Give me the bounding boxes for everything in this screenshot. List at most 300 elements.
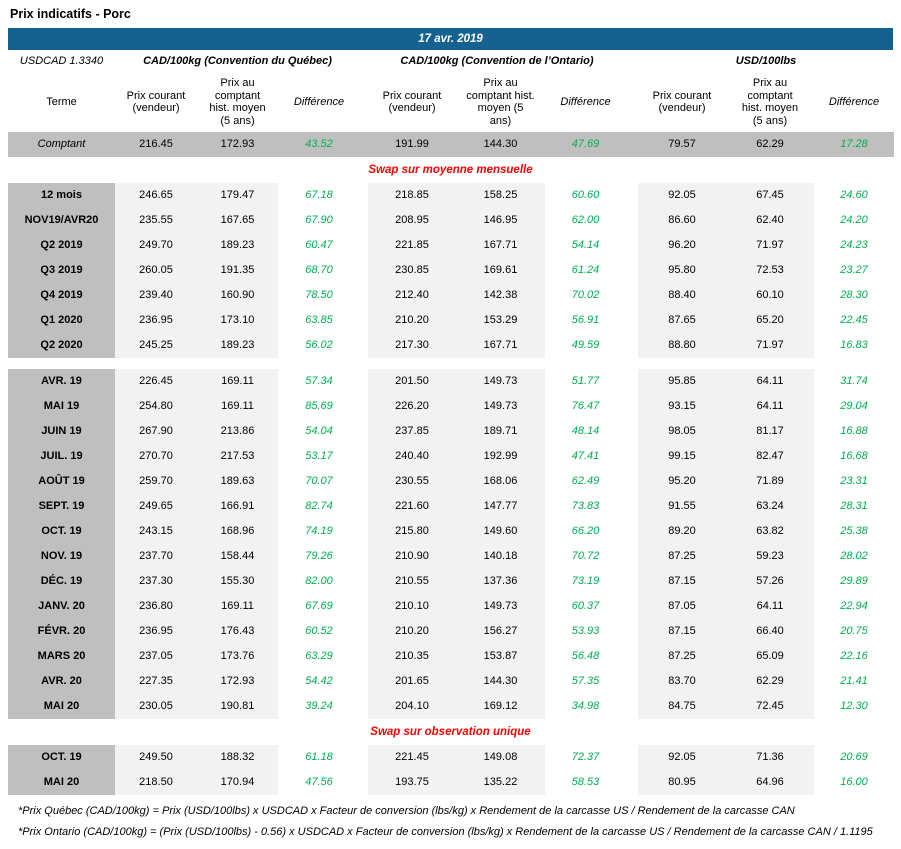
difference-cell: 61.18: [278, 745, 360, 770]
price-cell: 153.87: [456, 644, 545, 669]
difference-cell: 49.59: [545, 333, 626, 358]
difference-cell: 57.34: [278, 369, 360, 394]
terme-cell: Q4 2019: [8, 283, 115, 308]
prix-comptant-header: Prix au comptant hist. moyen (5 ans): [209, 77, 266, 127]
column-gap: [360, 369, 368, 394]
group-header-ontario: CAD/100kg (Convention de l’Ontario): [400, 55, 594, 67]
difference-cell: 22.45: [814, 308, 894, 333]
difference-cell: 21.41: [814, 669, 894, 694]
price-cell: 59.23: [726, 544, 814, 569]
difference-cell: 34.98: [545, 694, 626, 719]
terme-cell: MAI 20: [8, 694, 115, 719]
footnote-ontario: *Prix Ontario (CAD/100kg) = (Prix (USD/100lbs) - 0.56) x USDCAD x Facteur de conversion (lbs/kg) x Rendement de la carcasse US / Rendement de la carcasse CAN / 1.1195: [18, 826, 873, 838]
table-row: [8, 770, 893, 795]
table-row: [8, 369, 893, 394]
price-cell: 96.20: [638, 233, 726, 258]
price-cell: 146.95: [456, 208, 545, 233]
price-cell: 210.90: [368, 544, 456, 569]
difference-cell: 53.17: [278, 444, 360, 469]
table-row: [8, 233, 893, 258]
table-row: [8, 644, 893, 669]
difference-cell: 28.31: [814, 494, 894, 519]
price-cell: 259.70: [115, 469, 197, 494]
price-cell: 83.70: [638, 669, 726, 694]
price-cell: 149.73: [456, 594, 545, 619]
price-cell: 98.05: [638, 419, 726, 444]
section-label: Swap sur moyenne mensuelle: [368, 164, 533, 176]
price-cell: 64.11: [726, 594, 814, 619]
price-cell: 64.11: [726, 369, 814, 394]
table-row: [8, 419, 893, 444]
price-cell: 82.47: [726, 444, 814, 469]
price-cell: 81.17: [726, 419, 814, 444]
price-cell: 137.36: [456, 569, 545, 594]
price-cell: 226.20: [368, 394, 456, 419]
column-gap: [360, 258, 368, 283]
difference-cell: 72.37: [545, 745, 626, 770]
price-cell: 170.94: [197, 770, 278, 795]
difference-cell: 51.77: [545, 369, 626, 394]
table-row: [8, 444, 893, 469]
terme-cell: MARS 20: [8, 644, 115, 669]
column-gap: [626, 594, 638, 619]
column-gap: [626, 333, 638, 358]
table-row: [8, 394, 893, 419]
price-cell: 210.10: [368, 594, 456, 619]
price-cell: 80.95: [638, 770, 726, 795]
price-cell: 208.95: [368, 208, 456, 233]
footnotes: [18, 801, 893, 843]
price-cell: 72.45: [726, 694, 814, 719]
table-row: [8, 594, 893, 619]
price-cell: 62.29: [726, 132, 814, 157]
table-row: [8, 745, 893, 770]
price-cell: 89.20: [638, 519, 726, 544]
price-cell: 221.85: [368, 233, 456, 258]
price-cell: 239.40: [115, 283, 197, 308]
difference-cell: 25.38: [814, 519, 894, 544]
price-cell: 84.75: [638, 694, 726, 719]
price-cell: 95.80: [638, 258, 726, 283]
difference-cell: 24.60: [814, 183, 894, 208]
table-row: [8, 469, 893, 494]
price-cell: 210.55: [368, 569, 456, 594]
difference-cell: 53.93: [545, 619, 626, 644]
group-header-quebec: CAD/100kg (Convention du Québec): [143, 55, 332, 67]
terme-cell: NOV19/AVR20: [8, 208, 115, 233]
difference-cell: 24.20: [814, 208, 894, 233]
prix-comptant-header: Prix au comptant hist. moyen (5 ans): [741, 77, 799, 127]
price-cell: 71.36: [726, 745, 814, 770]
price-cell: 260.05: [115, 258, 197, 283]
difference-cell: 54.42: [278, 669, 360, 694]
price-cell: 67.45: [726, 183, 814, 208]
price-cell: 65.20: [726, 308, 814, 333]
column-gap: [626, 544, 638, 569]
terme-cell: DÉC. 19: [8, 569, 115, 594]
price-cell: 167.71: [456, 333, 545, 358]
usdcad-rate: USDCAD 1.3340: [19, 55, 104, 67]
terme-cell: FÉVR. 20: [8, 619, 115, 644]
spot-row: [8, 132, 893, 157]
difference-cell: 29.89: [814, 569, 894, 594]
price-cell: 173.76: [197, 644, 278, 669]
column-gap: [360, 444, 368, 469]
difference-cell: 63.85: [278, 308, 360, 333]
difference-cell: 47.41: [545, 444, 626, 469]
table-row: [8, 569, 893, 594]
price-cell: 270.70: [115, 444, 197, 469]
difference-cell: 60.52: [278, 619, 360, 644]
difference-cell: 23.27: [814, 258, 894, 283]
price-cell: 210.35: [368, 644, 456, 669]
price-cell: 221.45: [368, 745, 456, 770]
price-cell: 237.85: [368, 419, 456, 444]
column-gap: [360, 569, 368, 594]
price-cell: 201.65: [368, 669, 456, 694]
price-cell: 167.65: [197, 208, 278, 233]
price-cell: 86.60: [638, 208, 726, 233]
price-cell: 167.71: [456, 233, 545, 258]
difference-cell: 12.30: [814, 694, 894, 719]
difference-cell: 57.35: [545, 669, 626, 694]
column-gap: [360, 233, 368, 258]
section-label: Swap sur observation unique: [370, 726, 531, 738]
price-cell: 226.45: [115, 369, 197, 394]
price-cell: 188.32: [197, 745, 278, 770]
price-cell: 169.12: [456, 694, 545, 719]
terme-cell: SEPT. 19: [8, 494, 115, 519]
price-cell: 168.06: [456, 469, 545, 494]
page-title: Prix indicatifs - Porc: [10, 7, 131, 21]
price-cell: 66.40: [726, 619, 814, 644]
price-cell: 149.60: [456, 519, 545, 544]
difference-cell: 47.69: [545, 132, 626, 157]
difference-cell: 16.83: [814, 333, 894, 358]
column-gap: [626, 619, 638, 644]
price-cell: 149.73: [456, 394, 545, 419]
price-cell: 230.85: [368, 258, 456, 283]
column-header-row: [8, 72, 893, 132]
price-cell: 72.53: [726, 258, 814, 283]
price-cell: 144.30: [456, 669, 545, 694]
table-row: [8, 544, 893, 569]
column-gap: [360, 183, 368, 208]
price-cell: 189.63: [197, 469, 278, 494]
column-gap: [360, 519, 368, 544]
price-cell: 153.29: [456, 308, 545, 333]
difference-cell: 61.24: [545, 258, 626, 283]
difference-cell: 16.88: [814, 419, 894, 444]
footnote-quebec: *Prix Québec (CAD/100kg) = Prix (USD/100lbs) x USDCAD x Facteur de conversion (lbs/kg) x Rendement de la carcasse US / Rendement de la carcasse CAN: [18, 805, 795, 817]
price-cell: 71.89: [726, 469, 814, 494]
table-row: [8, 283, 893, 308]
price-cell: 169.61: [456, 258, 545, 283]
price-cell: 217.30: [368, 333, 456, 358]
price-cell: 155.30: [197, 569, 278, 594]
price-cell: 172.93: [197, 669, 278, 694]
difference-cell: 20.75: [814, 619, 894, 644]
prix-courant-header: Prix courant (vendeur): [652, 89, 712, 114]
difference-cell: 60.47: [278, 233, 360, 258]
difference-cell: 56.91: [545, 308, 626, 333]
table-row: [8, 258, 893, 283]
difference-cell: 56.02: [278, 333, 360, 358]
price-cell: 210.20: [368, 619, 456, 644]
price-cell: 79.57: [638, 132, 726, 157]
price-cell: 158.25: [456, 183, 545, 208]
difference-cell: 58.53: [545, 770, 626, 795]
price-cell: 169.11: [197, 394, 278, 419]
price-cell: 204.10: [368, 694, 456, 719]
column-gap: [360, 770, 368, 795]
prix-courant-header: Prix courant (vendeur): [382, 89, 442, 114]
price-cell: 62.29: [726, 669, 814, 694]
column-gap: [626, 208, 638, 233]
price-cell: 156.27: [456, 619, 545, 644]
price-cell: 190.81: [197, 694, 278, 719]
price-cell: 236.80: [115, 594, 197, 619]
price-cell: 149.73: [456, 369, 545, 394]
price-cell: 213.86: [197, 419, 278, 444]
price-cell: 63.24: [726, 494, 814, 519]
difference-cell: 67.90: [278, 208, 360, 233]
price-cell: 147.77: [456, 494, 545, 519]
column-gap: [360, 419, 368, 444]
column-gap: [360, 132, 368, 157]
price-cell: 249.70: [115, 233, 197, 258]
price-cell: 92.05: [638, 745, 726, 770]
price-cell: 230.55: [368, 469, 456, 494]
price-cell: 191.99: [368, 132, 456, 157]
prix-comptant-header: Prix au comptant hist. moyen (5 ans): [466, 77, 535, 127]
difference-cell: 78.50: [278, 283, 360, 308]
difference-cell: 70.07: [278, 469, 360, 494]
difference-cell: 43.52: [278, 132, 360, 157]
price-cell: 60.10: [726, 283, 814, 308]
price-cell: 237.70: [115, 544, 197, 569]
difference-cell: 73.83: [545, 494, 626, 519]
terme-cell: Q1 2020: [8, 308, 115, 333]
column-gap: [626, 694, 638, 719]
column-gap: [626, 770, 638, 795]
price-cell: 218.50: [115, 770, 197, 795]
date-banner: 17 avr. 2019: [8, 28, 893, 50]
price-cell: 142.38: [456, 283, 545, 308]
price-cell: 63.82: [726, 519, 814, 544]
difference-cell: 39.24: [278, 694, 360, 719]
price-cell: 169.11: [197, 369, 278, 394]
price-cell: 88.80: [638, 333, 726, 358]
price-cell: 172.93: [197, 132, 278, 157]
table-row: [8, 669, 893, 694]
price-cell: 246.65: [115, 183, 197, 208]
difference-cell: 54.14: [545, 233, 626, 258]
price-cell: 160.90: [197, 283, 278, 308]
column-gap: [360, 644, 368, 669]
difference-cell: 20.69: [814, 745, 894, 770]
price-cell: 230.05: [115, 694, 197, 719]
price-cell: 236.95: [115, 619, 197, 644]
column-gap: [626, 469, 638, 494]
column-gap: [626, 419, 638, 444]
price-cell: 212.40: [368, 283, 456, 308]
terme-cell: AVR. 20: [8, 669, 115, 694]
price-cell: 179.47: [197, 183, 278, 208]
price-cell: 158.44: [197, 544, 278, 569]
difference-header: Différence: [560, 95, 611, 108]
difference-cell: 67.18: [278, 183, 360, 208]
price-cell: 201.50: [368, 369, 456, 394]
section-gap: [8, 358, 893, 369]
difference-cell: 76.47: [545, 394, 626, 419]
column-gap: [626, 233, 638, 258]
column-gap: [626, 494, 638, 519]
table-body: [8, 132, 893, 795]
terme-cell: Comptant: [8, 132, 115, 157]
price-cell: 189.23: [197, 233, 278, 258]
price-cell: 243.15: [115, 519, 197, 544]
column-gap: [626, 283, 638, 308]
column-gap: [360, 494, 368, 519]
price-cell: 87.65: [638, 308, 726, 333]
difference-cell: 22.94: [814, 594, 894, 619]
difference-header: Différence: [828, 95, 880, 108]
column-gap: [626, 745, 638, 770]
price-cell: 193.75: [368, 770, 456, 795]
price-cell: 91.55: [638, 494, 726, 519]
difference-cell: 62.49: [545, 469, 626, 494]
column-gap: [626, 308, 638, 333]
difference-cell: 62.00: [545, 208, 626, 233]
column-gap: [360, 594, 368, 619]
difference-cell: 24.23: [814, 233, 894, 258]
column-gap: [626, 644, 638, 669]
difference-cell: 16.68: [814, 444, 894, 469]
difference-cell: 31.74: [814, 369, 894, 394]
price-cell: 168.96: [197, 519, 278, 544]
price-cell: 235.55: [115, 208, 197, 233]
difference-cell: 17.28: [814, 132, 894, 157]
difference-cell: 73.19: [545, 569, 626, 594]
difference-cell: 60.37: [545, 594, 626, 619]
price-cell: 87.25: [638, 544, 726, 569]
price-cell: 87.25: [638, 644, 726, 669]
column-gap: [360, 745, 368, 770]
column-gap: [360, 544, 368, 569]
difference-cell: 16.00: [814, 770, 894, 795]
terme-cell: MAI 20: [8, 770, 115, 795]
price-cell: 87.15: [638, 619, 726, 644]
column-gap: [626, 669, 638, 694]
terme-cell: Q2 2020: [8, 333, 115, 358]
table-row: [8, 308, 893, 333]
difference-cell: 22.16: [814, 644, 894, 669]
column-gap: [360, 669, 368, 694]
price-cell: 237.05: [115, 644, 197, 669]
column-gap: [360, 308, 368, 333]
price-cell: 237.30: [115, 569, 197, 594]
difference-cell: 70.72: [545, 544, 626, 569]
difference-cell: 82.00: [278, 569, 360, 594]
difference-cell: 70.02: [545, 283, 626, 308]
price-cell: 249.65: [115, 494, 197, 519]
price-cell: 189.71: [456, 419, 545, 444]
table-row: [8, 519, 893, 544]
column-gap: [626, 369, 638, 394]
price-cell: 191.35: [197, 258, 278, 283]
column-gap: [360, 469, 368, 494]
price-cell: 62.40: [726, 208, 814, 233]
price-cell: 217.53: [197, 444, 278, 469]
table-row: [8, 333, 893, 358]
difference-cell: 60.60: [545, 183, 626, 208]
table-row: [8, 619, 893, 644]
terme-cell: AOÛT 19: [8, 469, 115, 494]
price-cell: 192.99: [456, 444, 545, 469]
price-cell: 189.23: [197, 333, 278, 358]
terme-cell: JUIN 19: [8, 419, 115, 444]
table-row: [8, 208, 893, 233]
column-gap: [626, 519, 638, 544]
difference-cell: 74.19: [278, 519, 360, 544]
terme-cell: NOV. 19: [8, 544, 115, 569]
price-cell: 95.85: [638, 369, 726, 394]
price-cell: 71.97: [726, 233, 814, 258]
difference-cell: 54.04: [278, 419, 360, 444]
group-header-usd: USD/100lbs: [735, 55, 797, 67]
column-gap: [360, 394, 368, 419]
difference-cell: 23.31: [814, 469, 894, 494]
difference-cell: 82.74: [278, 494, 360, 519]
price-cell: 88.40: [638, 283, 726, 308]
table-row: [8, 694, 893, 719]
column-gap: [626, 444, 638, 469]
price-cell: 215.80: [368, 519, 456, 544]
column-gap: [360, 694, 368, 719]
difference-cell: 85.69: [278, 394, 360, 419]
difference-cell: 79.26: [278, 544, 360, 569]
price-cell: 144.30: [456, 132, 545, 157]
price-cell: 135.22: [456, 770, 545, 795]
difference-header: Différence: [293, 95, 345, 108]
price-cell: 216.45: [115, 132, 197, 157]
terme-cell: JUIL. 19: [8, 444, 115, 469]
terme-cell: Q2 2019: [8, 233, 115, 258]
price-cell: 57.26: [726, 569, 814, 594]
terme-cell: Q3 2019: [8, 258, 115, 283]
price-cell: 71.97: [726, 333, 814, 358]
table-row: [8, 183, 893, 208]
column-gap: [626, 394, 638, 419]
price-cell: 93.15: [638, 394, 726, 419]
price-cell: 95.20: [638, 469, 726, 494]
column-gap: [626, 132, 638, 157]
column-gap: [360, 333, 368, 358]
price-cell: 254.80: [115, 394, 197, 419]
difference-cell: 48.14: [545, 419, 626, 444]
terme-cell: JANV. 20: [8, 594, 115, 619]
price-table: [8, 28, 893, 843]
price-cell: 99.15: [638, 444, 726, 469]
difference-cell: 28.02: [814, 544, 894, 569]
column-gap: [626, 569, 638, 594]
prix-courant-header: Prix courant (vendeur): [126, 89, 186, 114]
difference-cell: 47.56: [278, 770, 360, 795]
difference-cell: 68.70: [278, 258, 360, 283]
difference-cell: 63.29: [278, 644, 360, 669]
difference-cell: 66.20: [545, 519, 626, 544]
